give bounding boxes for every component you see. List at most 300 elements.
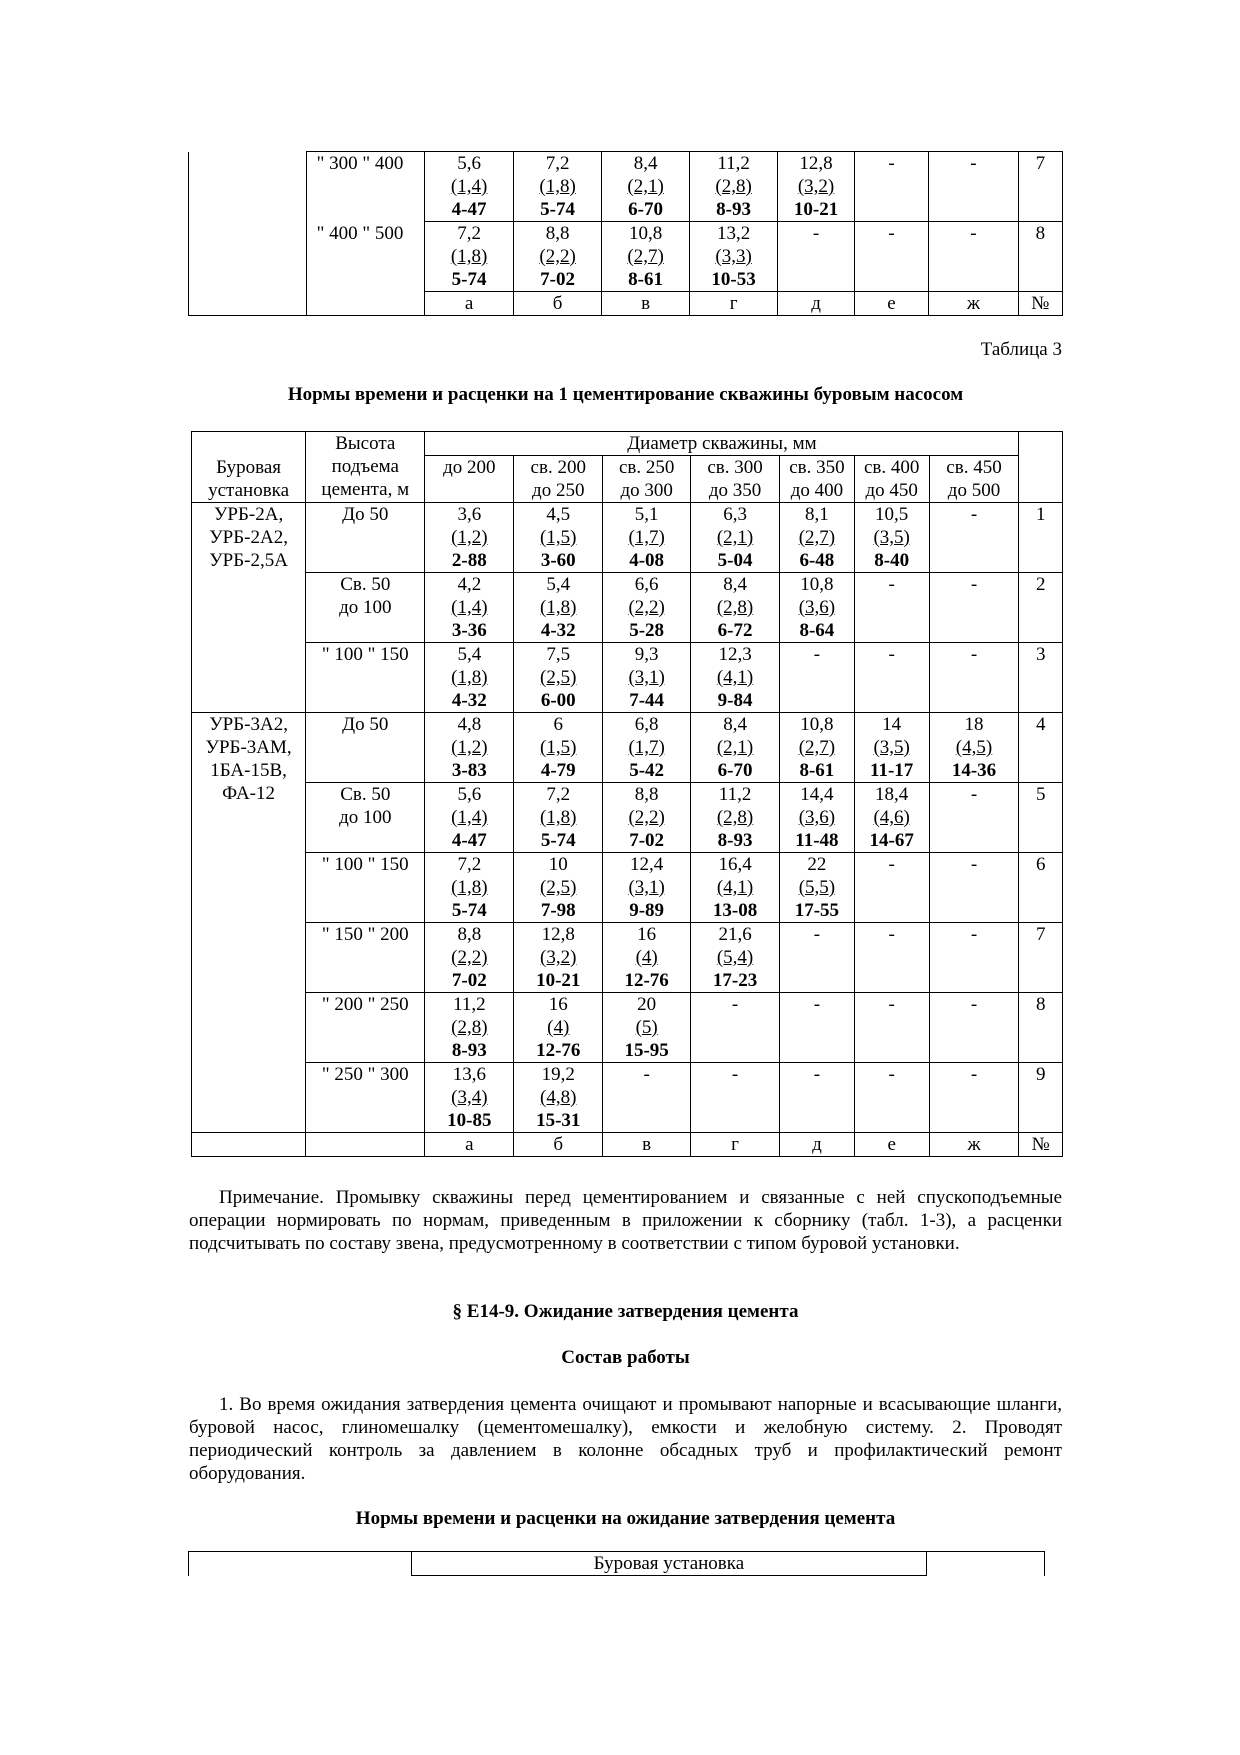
price: 8-64	[799, 620, 835, 641]
norm-time: 11,2	[718, 784, 752, 805]
norm-time: 4,8	[457, 714, 482, 735]
price: 9-89	[629, 900, 665, 921]
norm-time: 5,1	[634, 504, 659, 525]
norm-time: 4,5	[546, 504, 571, 525]
value-cell	[854, 643, 929, 713]
value-cell	[603, 993, 691, 1063]
value-cell	[929, 152, 1019, 222]
price: 7-98	[540, 900, 576, 921]
waiting-norms-table	[188, 1551, 1045, 1576]
value-cell	[425, 1063, 514, 1133]
price: 8-61	[628, 269, 663, 290]
price: 6-70	[628, 199, 663, 220]
norm-time: 10,8	[628, 223, 663, 244]
price: 4-32	[451, 690, 487, 711]
price: 10-85	[447, 1110, 492, 1131]
price: 7-02	[451, 970, 487, 991]
norm-time: 22	[807, 854, 827, 875]
column-letter: №	[1019, 1133, 1063, 1157]
price: 15-31	[536, 1110, 581, 1131]
column-letter-row	[189, 292, 1063, 316]
diameter-label: до 300	[620, 480, 673, 501]
value-cell	[603, 573, 691, 643]
labor-norm: (1,4)	[451, 597, 488, 618]
height-cell	[306, 1063, 425, 1133]
value-cell	[603, 713, 691, 783]
dash-value: -	[813, 1064, 821, 1085]
labor-norm: (1,8)	[451, 667, 488, 688]
norm-time: 18	[964, 714, 984, 735]
norm-time: 21,6	[718, 924, 752, 945]
number-header	[1019, 432, 1063, 503]
rig-name: 1БА-15В,	[210, 760, 287, 781]
labor-norm: (4)	[635, 947, 658, 968]
column-letter: д	[778, 292, 854, 316]
labor-norm: (2,8)	[716, 807, 754, 828]
labor-norm: (4,6)	[873, 807, 910, 828]
table-row	[189, 152, 1063, 222]
labor-norm: (1,8)	[540, 807, 577, 828]
dash-value: -	[888, 644, 895, 665]
value-cell	[689, 152, 778, 222]
value-cell	[603, 643, 691, 713]
price: 17-23	[712, 970, 758, 991]
price: 12-76	[536, 1040, 581, 1061]
value-cell	[603, 923, 691, 993]
column-letter: а	[425, 1133, 514, 1157]
norm-time: 7,2	[545, 153, 570, 174]
value-cell	[778, 152, 854, 222]
diameter-label: св. 200	[530, 457, 586, 478]
price: 4-32	[540, 620, 576, 641]
dash-value: -	[888, 223, 895, 244]
norm-time: 13,2	[716, 223, 751, 244]
dash-value: -	[970, 574, 978, 595]
labor-norm: (1,4)	[450, 176, 488, 197]
value-cell	[780, 1063, 855, 1133]
table-row	[192, 643, 1063, 713]
dash-value: -	[970, 1064, 978, 1085]
height-header: Высота подъема цемента, м	[306, 432, 425, 503]
rig-name: ФА-12	[222, 783, 276, 804]
dash-value: -	[970, 504, 978, 525]
value-cell	[854, 152, 928, 222]
value-cell	[514, 573, 603, 643]
labor-norm: (3,2)	[540, 947, 577, 968]
labor-norm: (3,6)	[798, 807, 836, 828]
diameter-label: св. 400	[863, 457, 920, 478]
norm-time: 10	[548, 854, 568, 875]
dash-value: -	[888, 1064, 895, 1085]
dash-value: -	[888, 153, 895, 174]
rig-cell	[192, 713, 306, 1133]
price: 6-00	[540, 690, 576, 711]
dash-value: -	[970, 854, 978, 875]
price: 5-28	[629, 620, 665, 641]
section-title: § Е14-9. Ожидание затвердения цемента	[452, 1301, 799, 1322]
rig-name: УРБ-2А2,	[209, 527, 288, 548]
diameter-col	[929, 456, 1019, 503]
column-letter-row	[192, 1133, 1063, 1157]
price: 7-44	[629, 690, 665, 711]
rig-cell	[192, 503, 306, 713]
value-cell	[514, 1063, 603, 1133]
height-label: " 250 " 300	[321, 1064, 409, 1085]
value-cell	[929, 713, 1019, 783]
dash-value: -	[888, 924, 895, 945]
row-number: 9	[1019, 1063, 1063, 1133]
dash-value: -	[970, 784, 978, 805]
labor-norm: (2,7)	[798, 527, 836, 548]
labor-norm: (1,2)	[451, 527, 488, 548]
price: 5-74	[451, 900, 487, 921]
diameter-header: Диаметр скважины, мм	[425, 432, 1019, 456]
labor-norm: (2,7)	[798, 737, 836, 758]
labor-norm: (3,6)	[798, 597, 836, 618]
table-row	[192, 783, 1063, 853]
norm-time: 6,3	[723, 504, 747, 525]
norm-time: 10,8	[800, 574, 834, 595]
labor-norm: (1,8)	[540, 597, 577, 618]
value-cell	[780, 643, 855, 713]
value-cell	[929, 853, 1019, 923]
value-cell	[854, 222, 928, 292]
labor-norm: (2,2)	[451, 947, 488, 968]
value-cell	[425, 573, 514, 643]
labor-norm: (1,2)	[451, 737, 488, 758]
value-cell	[691, 713, 780, 783]
labor-norm: (4)	[547, 1017, 570, 1038]
value-cell	[780, 923, 855, 993]
column-letter: в	[603, 1133, 691, 1157]
value-cell	[929, 993, 1019, 1063]
diameter-label: св. 450	[946, 457, 1002, 478]
price: 5-04	[717, 550, 753, 571]
work-composition-text: 1. Во время ожидания затвердения цемента очищают и промывают напорные и всасывающие шланги, буровой насос, глиномешалку (цементомешалку), емкости и желобную систему. 2. Проводят периодический контроль за давлением в колонне обсадных труб и профилактический ремонт оборудования.	[189, 1394, 1062, 1484]
norm-time: 19,2	[541, 1064, 575, 1085]
labor-norm: (2,5)	[540, 877, 577, 898]
value-cell	[854, 1063, 929, 1133]
column-letter: №	[1018, 292, 1062, 316]
labor-norm: (3,5)	[873, 737, 910, 758]
dash-value: -	[970, 994, 978, 1015]
norm-time: 12,8	[541, 924, 575, 945]
norm-time: 16,4	[718, 854, 752, 875]
column-letter: а	[425, 292, 514, 316]
labor-norm: (5,4)	[716, 947, 754, 968]
height-label: " 200 " 250	[321, 994, 409, 1015]
norm-time: 6,6	[634, 574, 659, 595]
table-title: Нормы времени и расценки на 1 цементирование скважины буровым насосом	[287, 384, 964, 405]
value-cell	[514, 713, 603, 783]
value-cell	[425, 853, 514, 923]
row-number: 5	[1019, 783, 1063, 853]
height-label: Св. 50	[340, 784, 391, 805]
price: 3-60	[540, 550, 576, 571]
value-cell	[854, 713, 929, 783]
top-continuation-table	[188, 151, 1063, 316]
labor-norm: (4,5)	[955, 737, 993, 758]
norm-time: 7,5	[546, 644, 571, 665]
price: 15-95	[624, 1040, 669, 1061]
diameter-col	[854, 456, 929, 503]
labor-norm: (2,5)	[540, 667, 577, 688]
value-cell	[425, 503, 514, 573]
value-cell	[929, 222, 1019, 292]
norm-time: 8,4	[633, 153, 658, 174]
price: 12-76	[624, 970, 669, 991]
value-cell	[602, 152, 690, 222]
diameter-label: до 450	[865, 480, 918, 501]
price: 2-88	[451, 550, 487, 571]
value-cell	[854, 503, 929, 573]
table-row	[192, 923, 1063, 993]
row-number: 3	[1019, 643, 1063, 713]
dash-value: -	[731, 994, 739, 1015]
value-cell	[425, 222, 514, 292]
dash-value: -	[888, 574, 895, 595]
labor-norm: (2,8)	[451, 1017, 488, 1038]
labor-norm: (2,2)	[628, 597, 665, 618]
labor-norm: (1,4)	[451, 807, 488, 828]
row-number: 8	[1019, 993, 1063, 1063]
row-number: 7	[1018, 152, 1062, 222]
labor-norm: (1,8)	[450, 246, 488, 267]
table-row	[192, 503, 1063, 573]
dash-value: -	[813, 994, 821, 1015]
norm-time: 3,6	[457, 504, 482, 525]
row-number: 8	[1018, 222, 1062, 292]
value-cell	[780, 783, 855, 853]
rig-header: Буровая установка	[192, 432, 306, 503]
norm-time: 7,2	[546, 784, 571, 805]
norm-time: 14	[882, 714, 902, 735]
price: 8-93	[451, 1040, 487, 1061]
value-cell	[854, 923, 929, 993]
labor-norm: (3,3)	[715, 246, 752, 267]
labor-norm: (2,1)	[716, 527, 754, 548]
price: 4-47	[451, 830, 487, 851]
norm-time: 8,4	[723, 574, 747, 595]
norm-time: 8,1	[805, 504, 829, 525]
row-number: 6	[1019, 853, 1063, 923]
price: 14-67	[869, 830, 914, 851]
value-cell	[929, 643, 1019, 713]
height-cell	[306, 993, 425, 1063]
value-cell	[854, 853, 929, 923]
column-letter: ж	[929, 292, 1019, 316]
value-cell	[691, 503, 780, 573]
norms-title: Нормы времени и расценки на ожидание затвердения цемента	[355, 1508, 896, 1529]
labor-norm: (2,7)	[627, 246, 664, 267]
value-cell	[780, 503, 855, 573]
price: 9-84	[717, 690, 753, 711]
price: 10-21	[793, 199, 839, 220]
price: 5-74	[451, 269, 487, 290]
price: 6-48	[799, 550, 835, 571]
value-cell	[513, 152, 602, 222]
labor-norm: (4,8)	[540, 1087, 577, 1108]
height-label: до 100	[339, 807, 392, 828]
price: 7-02	[629, 830, 665, 851]
rig-header: Буровая установка	[411, 1552, 926, 1576]
price: 14-36	[951, 760, 997, 781]
table-number: Таблица 3	[980, 339, 1062, 360]
height-label: до 100	[339, 597, 392, 618]
norm-time: 5,6	[457, 784, 482, 805]
table-row	[192, 1063, 1063, 1133]
table-row	[192, 573, 1063, 643]
labor-norm: (3,4)	[451, 1087, 488, 1108]
height-label: До 50	[342, 504, 389, 525]
value-cell	[603, 783, 691, 853]
height-label: " 100 " 150	[321, 644, 409, 665]
value-cell	[691, 783, 780, 853]
value-cell	[602, 222, 690, 292]
norm-time: 5,4	[546, 574, 571, 595]
diameter-col	[514, 456, 603, 503]
column-letter: ж	[929, 1133, 1019, 1157]
norm-time: 5,6	[457, 153, 481, 174]
column-letter: д	[780, 1133, 855, 1157]
norm-time: 20	[637, 994, 657, 1015]
labor-norm: (2,2)	[628, 807, 665, 828]
value-cell	[513, 222, 602, 292]
dash-value: -	[643, 1064, 650, 1085]
diameter-label: св. 350	[789, 457, 845, 478]
value-cell	[854, 993, 929, 1063]
diameter-col	[691, 456, 780, 503]
value-cell	[780, 853, 855, 923]
column-letter: е	[854, 1133, 929, 1157]
norm-time: 12,8	[799, 153, 833, 174]
value-cell	[929, 1063, 1019, 1133]
labor-norm: (1,5)	[540, 527, 577, 548]
value-cell	[514, 783, 603, 853]
norm-time: 9,3	[634, 644, 659, 665]
value-cell	[425, 783, 514, 853]
column-letter: б	[513, 292, 602, 316]
dash-value: -	[970, 924, 978, 945]
norm-time: 8,8	[457, 924, 482, 945]
value-cell	[691, 923, 780, 993]
height-cell	[306, 573, 425, 643]
labor-norm: (3,1)	[628, 667, 665, 688]
value-cell	[854, 573, 929, 643]
row-number: 7	[1019, 923, 1063, 993]
price: 6-70	[717, 760, 753, 781]
norm-time: 14,4	[800, 784, 834, 805]
dash-value: -	[813, 644, 821, 665]
labor-norm: (2,2)	[539, 246, 576, 267]
empty-cell	[189, 1552, 412, 1576]
value-cell	[691, 573, 780, 643]
empty-cell	[192, 1133, 306, 1157]
value-cell	[691, 993, 780, 1063]
height-label: " 150 " 200	[321, 924, 409, 945]
rig-cell	[189, 222, 307, 292]
diameter-label: до 400	[790, 480, 844, 501]
value-cell	[425, 152, 514, 222]
diameter-label: до 200	[443, 457, 496, 478]
value-cell	[691, 1063, 780, 1133]
norm-time: 6,8	[634, 714, 659, 735]
height-cell	[306, 853, 425, 923]
value-cell	[929, 783, 1019, 853]
work-composition-title: Состав работы	[561, 1347, 690, 1368]
dash-value: -	[970, 153, 977, 174]
empty-cell	[189, 292, 307, 316]
norm-time: 8,8	[545, 223, 570, 244]
norm-time: 11,2	[453, 994, 486, 1015]
price: 11-48	[795, 830, 839, 851]
empty-cell	[306, 292, 425, 316]
norm-time: 12,4	[630, 854, 664, 875]
value-cell	[929, 923, 1019, 993]
rig-cell	[189, 152, 307, 222]
row-number: 1	[1019, 503, 1063, 573]
norm-time: 10,5	[875, 504, 909, 525]
height-label: До 50	[342, 714, 389, 735]
height-cell	[306, 713, 425, 783]
value-cell	[514, 853, 603, 923]
value-cell	[854, 783, 929, 853]
row-number: 4	[1019, 713, 1063, 783]
norm-time: 11,2	[717, 153, 750, 174]
price: 8-93	[717, 830, 753, 851]
price: 3-83	[451, 760, 487, 781]
height-cell	[306, 503, 425, 573]
height-cell	[306, 783, 425, 853]
value-cell	[603, 1063, 691, 1133]
dash-value: -	[812, 223, 820, 244]
diameter-label: до 500	[947, 480, 1001, 501]
column-letter: б	[514, 1133, 603, 1157]
labor-norm: (3,2)	[797, 176, 835, 197]
value-cell	[780, 993, 855, 1063]
diameter-col	[603, 456, 691, 503]
column-letter: г	[691, 1133, 780, 1157]
price: 5-74	[540, 199, 575, 220]
price: 17-55	[794, 900, 840, 921]
dash-value: -	[888, 854, 895, 875]
labor-norm: (1,8)	[451, 877, 488, 898]
table-row	[192, 713, 1063, 783]
column-letter: г	[689, 292, 778, 316]
header-row	[192, 432, 1063, 456]
norm-time: 12,3	[718, 644, 752, 665]
height-cell: " 300 " 400	[306, 152, 425, 222]
labor-norm: (2,1)	[627, 176, 664, 197]
norm-time: 4,2	[457, 574, 482, 595]
dash-value: -	[970, 644, 978, 665]
height-cell	[306, 643, 425, 713]
labor-norm: (5)	[635, 1017, 658, 1038]
labor-norm: (4,1)	[716, 667, 754, 688]
price: 8-40	[874, 550, 910, 571]
value-cell	[780, 713, 855, 783]
norm-time: 6	[553, 714, 563, 735]
value-cell	[691, 853, 780, 923]
price: 13-08	[712, 900, 758, 921]
dash-value: -	[813, 924, 821, 945]
rig-name: УРБ-2,5А	[209, 550, 288, 571]
norm-time: 16	[548, 994, 568, 1015]
labor-norm: (1,7)	[628, 737, 665, 758]
diameter-label: св. 300	[707, 457, 763, 478]
note-paragraph: Примечание. Промывку скважины перед цементированием и связанные с ней спускоподъемные операции нормировать по нормам, приведенным в приложении к сборнику (табл. 1-3), а расценки подсчитывать по составу звена, предусмотренному в соответствии с типом буровой установки.	[189, 1187, 1062, 1254]
value-cell	[514, 643, 603, 713]
